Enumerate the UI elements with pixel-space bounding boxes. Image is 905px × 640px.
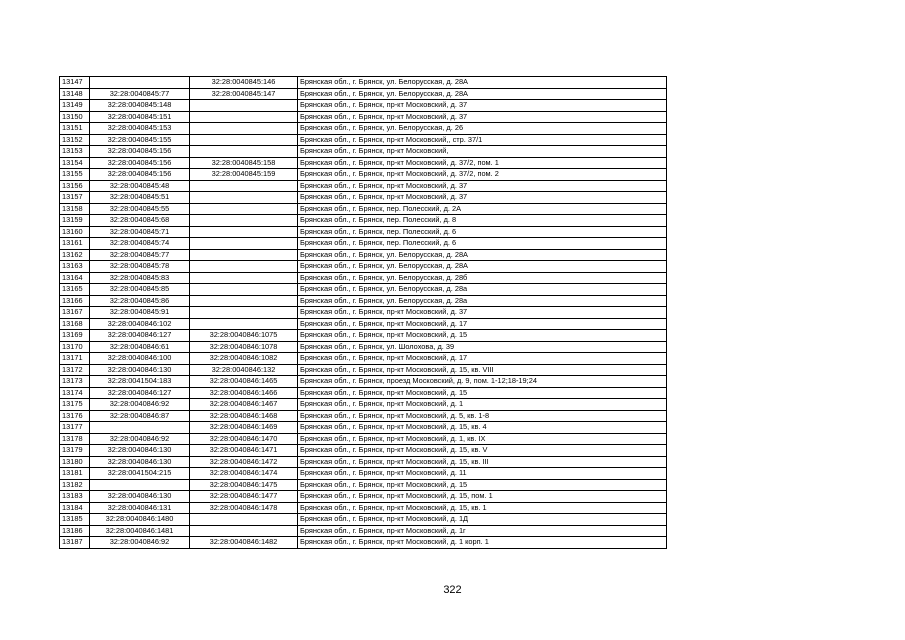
cadastral-number-cell: 32:28:0040845:156 (90, 169, 190, 181)
row-number-cell: 13154 (60, 157, 90, 169)
registry-table-body (60, 77, 667, 549)
table-row (60, 410, 667, 422)
cadastral-number-cell: 32:28:0040846:1480 (90, 514, 190, 526)
table-row (60, 77, 667, 89)
row-number-cell: 13153 (60, 146, 90, 158)
cadastral-number-cell: 32:28:0040846:1466 (190, 387, 298, 399)
row-number-cell: 13168 (60, 318, 90, 330)
cadastral-number-cell: 32:28:0040846:1477 (190, 491, 298, 503)
table-row (60, 445, 667, 457)
cadastral-number-cell: 32:28:0040845:77 (90, 249, 190, 261)
page-number: 322 (443, 584, 462, 596)
table-row (60, 537, 667, 549)
address-cell: Брянская обл., г. Брянск, пр-кт Московский, д. 1 (298, 399, 667, 411)
table-row (60, 123, 667, 135)
row-number-cell: 13171 (60, 353, 90, 365)
cadastral-number-cell (190, 203, 298, 215)
address-cell: Брянская обл., г. Брянск, пр-кт Московский, д. 11 (298, 468, 667, 480)
cadastral-number-cell: 32:28:0040846:130 (90, 456, 190, 468)
cadastral-number-cell: 32:28:0040846:87 (90, 410, 190, 422)
address-cell: Брянская обл., г. Брянск, пр-кт Московский, д. 37/2, пом. 1 (298, 157, 667, 169)
cadastral-number-cell: 32:28:0040845:51 (90, 192, 190, 204)
address-cell: Брянская обл., г. Брянск, проезд Московский, д. 9, пом. 1-12;18-19;24 (298, 376, 667, 388)
address-cell: Брянская обл., г. Брянск, пр-кт Московский, д. 15, кв. V (298, 445, 667, 457)
cadastral-number-cell: 32:28:0040846:130 (90, 445, 190, 457)
table-row (60, 284, 667, 296)
table-row (60, 456, 667, 468)
cadastral-number-cell: 32:28:0040846:1472 (190, 456, 298, 468)
row-number-cell: 13186 (60, 525, 90, 537)
cadastral-number-cell: 32:28:0040846:1467 (190, 399, 298, 411)
cadastral-number-cell (190, 123, 298, 135)
property-registry-table (59, 76, 667, 549)
table-row (60, 169, 667, 181)
row-number-cell: 13166 (60, 295, 90, 307)
table-row (60, 491, 667, 503)
table-row (60, 111, 667, 123)
address-cell: Брянская обл., г. Брянск, ул. Белорусская, д. 26 (298, 123, 667, 135)
cadastral-number-cell: 32:28:0040845:71 (90, 226, 190, 238)
address-cell: Брянская обл., г. Брянск, пр-кт Московский, д. 17 (298, 318, 667, 330)
cadastral-number-cell: 32:28:0040845:91 (90, 307, 190, 319)
cadastral-number-cell: 32:28:0040845:48 (90, 180, 190, 192)
row-number-cell: 13158 (60, 203, 90, 215)
cadastral-number-cell (190, 272, 298, 284)
table-row (60, 238, 667, 250)
cadastral-number-cell: 32:28:0040845:86 (90, 295, 190, 307)
cadastral-number-cell (190, 215, 298, 227)
address-cell: Брянская обл., г. Брянск, пр-кт Московский, д. 15, кв. 4 (298, 422, 667, 434)
row-number-cell: 13182 (60, 479, 90, 491)
table-row (60, 226, 667, 238)
cadastral-number-cell: 32:28:0040846:1474 (190, 468, 298, 480)
address-cell: Брянская обл., г. Брянск, пр-кт Московский, д. 15 (298, 479, 667, 491)
address-cell: Брянская обл., г. Брянск, ул. Белорусская, д. 28б (298, 272, 667, 284)
address-cell: Брянская обл., г. Брянск, пр-кт Московский, д. 15, кв. III (298, 456, 667, 468)
cadastral-number-cell: 32:28:0040846:102 (90, 318, 190, 330)
cadastral-number-cell: 32:28:0040846:1469 (190, 422, 298, 434)
table-row (60, 134, 667, 146)
cadastral-number-cell: 32:28:0040845:147 (190, 88, 298, 100)
cadastral-number-cell (190, 238, 298, 250)
row-number-cell: 13178 (60, 433, 90, 445)
table-row (60, 364, 667, 376)
address-cell: Брянская обл., г. Брянск, пр-кт Московский, д. 37 (298, 192, 667, 204)
row-number-cell: 13150 (60, 111, 90, 123)
cadastral-number-cell: 32:28:0040846:1465 (190, 376, 298, 388)
table-row (60, 203, 667, 215)
cadastral-number-cell: 32:28:0040846:100 (90, 353, 190, 365)
cadastral-number-cell (90, 77, 190, 89)
cadastral-number-cell (190, 514, 298, 526)
cadastral-number-cell: 32:28:0040845:83 (90, 272, 190, 284)
cadastral-number-cell: 32:28:0040846:1075 (190, 330, 298, 342)
table-row (60, 353, 667, 365)
cadastral-number-cell (190, 134, 298, 146)
row-number-cell: 13147 (60, 77, 90, 89)
row-number-cell: 13148 (60, 88, 90, 100)
address-cell: Брянская обл., г. Брянск, пер. Полесский, д. 8 (298, 215, 667, 227)
table-row (60, 249, 667, 261)
table-row (60, 341, 667, 353)
cadastral-number-cell (90, 422, 190, 434)
table-row (60, 100, 667, 112)
row-number-cell: 13176 (60, 410, 90, 422)
address-cell: Брянская обл., г. Брянск, пр-кт Московский, д. 1, кв. IX (298, 433, 667, 445)
address-cell: Брянская обл., г. Брянск, пер. Полесский, д. 6 (298, 238, 667, 250)
cadastral-number-cell (190, 261, 298, 273)
row-number-cell: 13179 (60, 445, 90, 457)
cadastral-number-cell (190, 146, 298, 158)
table-row (60, 525, 667, 537)
table-row (60, 376, 667, 388)
cadastral-number-cell (190, 525, 298, 537)
table-row (60, 433, 667, 445)
address-cell: Брянская обл., г. Брянск, пр-кт Московский, д. 37 (298, 100, 667, 112)
address-cell: Брянская обл., г. Брянск, пр-кт Московский, д. 37 (298, 307, 667, 319)
row-number-cell: 13164 (60, 272, 90, 284)
table-row (60, 422, 667, 434)
cadastral-number-cell: 32:28:0040846:130 (90, 491, 190, 503)
address-cell: Брянская обл., г. Брянск, пр-кт Московский, д. 15, кв. VIII (298, 364, 667, 376)
table-row (60, 192, 667, 204)
cadastral-number-cell: 32:28:0040845:85 (90, 284, 190, 296)
table-row (60, 295, 667, 307)
cadastral-number-cell (190, 249, 298, 261)
cadastral-number-cell: 32:28:0040845:55 (90, 203, 190, 215)
cadastral-number-cell: 32:28:0040845:156 (90, 146, 190, 158)
table-row (60, 261, 667, 273)
row-number-cell: 13180 (60, 456, 90, 468)
cadastral-number-cell: 32:28:0040845:77 (90, 88, 190, 100)
row-number-cell: 13155 (60, 169, 90, 181)
cadastral-number-cell: 32:28:0040846:1481 (90, 525, 190, 537)
cadastral-number-cell: 32:28:0040845:158 (190, 157, 298, 169)
cadastral-number-cell: 32:28:0040846:1470 (190, 433, 298, 445)
table-row (60, 307, 667, 319)
cadastral-number-cell: 32:28:0040846:92 (90, 433, 190, 445)
row-number-cell: 13185 (60, 514, 90, 526)
address-cell: Брянская обл., г. Брянск, ул. Белорусская, д. 28А (298, 88, 667, 100)
address-cell: Брянская обл., г. Брянск, пр-кт Московский, д. 15 (298, 330, 667, 342)
address-cell: Брянская обл., г. Брянск, ул. Шолохова, д. 39 (298, 341, 667, 353)
cadastral-number-cell: 32:28:0040845:156 (90, 157, 190, 169)
cadastral-number-cell: 32:28:0040845:146 (190, 77, 298, 89)
cadastral-number-cell: 32:28:0040846:1475 (190, 479, 298, 491)
row-number-cell: 13172 (60, 364, 90, 376)
address-cell: Брянская обл., г. Брянск, пр-кт Московский, д. 37 (298, 180, 667, 192)
address-cell: Брянская обл., г. Брянск, пр-кт Московский,, стр. 37/1 (298, 134, 667, 146)
cadastral-number-cell: 32:28:0040846:1471 (190, 445, 298, 457)
row-number-cell: 13175 (60, 399, 90, 411)
row-number-cell: 13149 (60, 100, 90, 112)
row-number-cell: 13152 (60, 134, 90, 146)
cadastral-number-cell: 32:28:0040846:1082 (190, 353, 298, 365)
cadastral-number-cell (190, 307, 298, 319)
row-number-cell: 13156 (60, 180, 90, 192)
row-number-cell: 13165 (60, 284, 90, 296)
address-cell: Брянская обл., г. Брянск, пр-кт Московский, д. 15, пом. 1 (298, 491, 667, 503)
cadastral-number-cell: 32:28:0040846:127 (90, 330, 190, 342)
row-number-cell: 13161 (60, 238, 90, 250)
row-number-cell: 13187 (60, 537, 90, 549)
cadastral-number-cell: 32:28:0040845:78 (90, 261, 190, 273)
cadastral-number-cell: 32:28:0040846:1468 (190, 410, 298, 422)
cadastral-number-cell (190, 100, 298, 112)
table-row (60, 399, 667, 411)
cadastral-number-cell (190, 180, 298, 192)
address-cell: Брянская обл., г. Брянск, ул. Белорусская, д. 28А (298, 77, 667, 89)
row-number-cell: 13159 (60, 215, 90, 227)
cadastral-number-cell (190, 111, 298, 123)
row-number-cell: 13163 (60, 261, 90, 273)
row-number-cell: 13169 (60, 330, 90, 342)
cadastral-number-cell: 32:28:0040846:92 (90, 399, 190, 411)
row-number-cell: 13162 (60, 249, 90, 261)
table-row (60, 479, 667, 491)
cadastral-number-cell: 32:28:0040846:1478 (190, 502, 298, 514)
address-cell: Брянская обл., г. Брянск, пр-кт Московский, д. 1 корп. 1 (298, 537, 667, 549)
address-cell: Брянская обл., г. Брянск, пр-кт Московский, д. 15, кв. 1 (298, 502, 667, 514)
table-row (60, 468, 667, 480)
address-cell: Брянская обл., г. Брянск, пр-кт Московский, (298, 146, 667, 158)
cadastral-number-cell: 32:28:0040846:1078 (190, 341, 298, 353)
cadastral-number-cell: 32:28:0040845:153 (90, 123, 190, 135)
table-row (60, 330, 667, 342)
cadastral-number-cell (190, 192, 298, 204)
cadastral-number-cell: 32:28:0041504:183 (90, 376, 190, 388)
cadastral-number-cell: 32:28:0040846:132 (190, 364, 298, 376)
address-cell: Брянская обл., г. Брянск, пр-кт Московский, д. 15 (298, 387, 667, 399)
cadastral-number-cell (190, 284, 298, 296)
address-cell: Брянская обл., г. Брянск, пер. Полесский, д. 2А (298, 203, 667, 215)
table-row (60, 215, 667, 227)
cadastral-number-cell (190, 226, 298, 238)
cadastral-number-cell: 32:28:0040846:1482 (190, 537, 298, 549)
cadastral-number-cell: 32:28:0040845:74 (90, 238, 190, 250)
row-number-cell: 13174 (60, 387, 90, 399)
address-cell: Брянская обл., г. Брянск, пр-кт Московский, д. 37/2, пом. 2 (298, 169, 667, 181)
row-number-cell: 13157 (60, 192, 90, 204)
cadastral-number-cell: 32:28:0040846:92 (90, 537, 190, 549)
table-row (60, 272, 667, 284)
address-cell: Брянская обл., г. Брянск, пр-кт Московский, д. 37 (298, 111, 667, 123)
cadastral-number-cell: 32:28:0040845:68 (90, 215, 190, 227)
row-number-cell: 13183 (60, 491, 90, 503)
row-number-cell: 13151 (60, 123, 90, 135)
table-row (60, 318, 667, 330)
cadastral-number-cell (90, 479, 190, 491)
table-row (60, 146, 667, 158)
cadastral-number-cell: 32:28:0040845:151 (90, 111, 190, 123)
address-cell: Брянская обл., г. Брянск, ул. Белорусская, д. 28а (298, 295, 667, 307)
table-row (60, 502, 667, 514)
cadastral-number-cell: 32:28:0040846:131 (90, 502, 190, 514)
address-cell: Брянская обл., г. Брянск, ул. Белорусская, д. 28А (298, 261, 667, 273)
table-row (60, 387, 667, 399)
cadastral-number-cell: 32:28:0041504:215 (90, 468, 190, 480)
cadastral-number-cell: 32:28:0040846:61 (90, 341, 190, 353)
table-row (60, 88, 667, 100)
cadastral-number-cell: 32:28:0040846:130 (90, 364, 190, 376)
row-number-cell: 13173 (60, 376, 90, 388)
address-cell: Брянская обл., г. Брянск, пр-кт Московский, д. 17 (298, 353, 667, 365)
row-number-cell: 13181 (60, 468, 90, 480)
row-number-cell: 13177 (60, 422, 90, 434)
cadastral-number-cell: 32:28:0040845:155 (90, 134, 190, 146)
address-cell: Брянская обл., г. Брянск, ул. Белорусская, д. 28а (298, 284, 667, 296)
cadastral-number-cell (190, 295, 298, 307)
row-number-cell: 13167 (60, 307, 90, 319)
address-cell: Брянская обл., г. Брянск, пр-кт Московский, д. 5, кв. 1-8 (298, 410, 667, 422)
row-number-cell: 13160 (60, 226, 90, 238)
table-row (60, 180, 667, 192)
table-row (60, 157, 667, 169)
cadastral-number-cell: 32:28:0040845:159 (190, 169, 298, 181)
cadastral-number-cell: 32:28:0040845:148 (90, 100, 190, 112)
cadastral-number-cell (190, 318, 298, 330)
cadastral-number-cell: 32:28:0040846:127 (90, 387, 190, 399)
row-number-cell: 13184 (60, 502, 90, 514)
row-number-cell: 13170 (60, 341, 90, 353)
address-cell: Брянская обл., г. Брянск, ул. Белорусская, д. 28А (298, 249, 667, 261)
address-cell: Брянская обл., г. Брянск, пр-кт Московский, д. 1Д (298, 514, 667, 526)
table-row (60, 514, 667, 526)
address-cell: Брянская обл., г. Брянск, пер. Полесский, д. 6 (298, 226, 667, 238)
address-cell: Брянская обл., г. Брянск, пр-кт Московский, д. 1г (298, 525, 667, 537)
